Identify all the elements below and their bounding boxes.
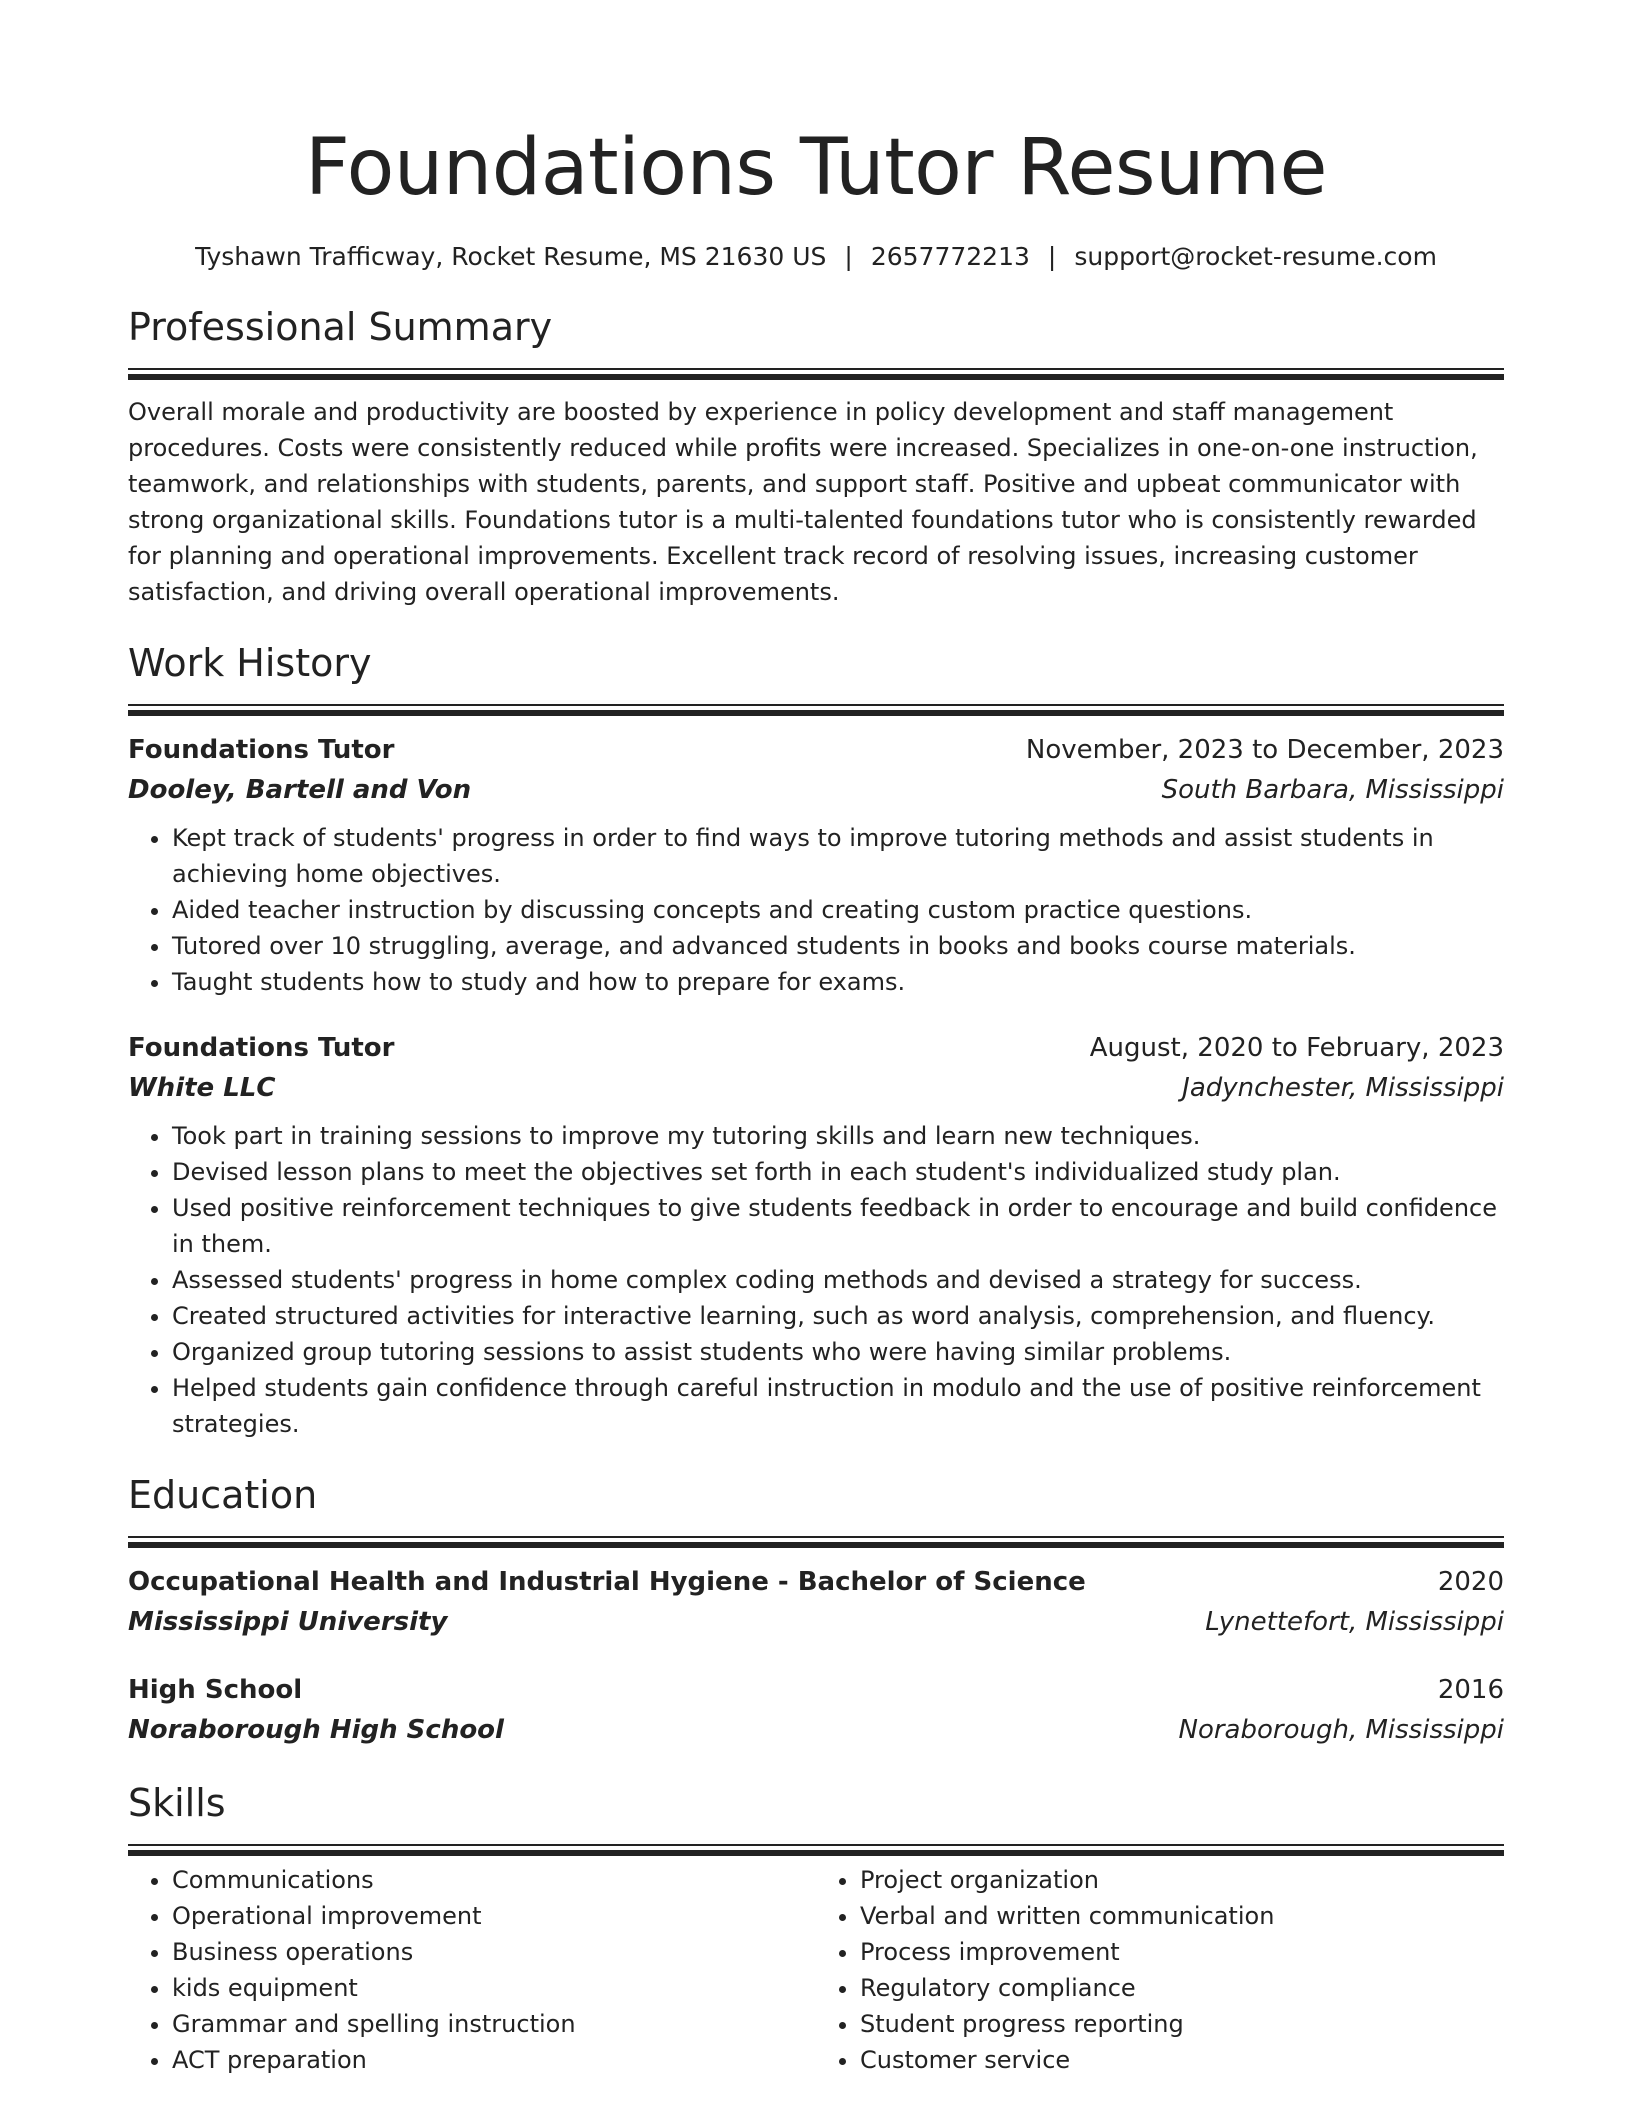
skills-columns bbox=[128, 1862, 1504, 2078]
job-bullet: • Aided teacher instruction by discussing concepts and creating custom practice questions. bbox=[172, 892, 1504, 928]
section-divider-thick bbox=[128, 374, 1504, 380]
section-divider bbox=[128, 1536, 1504, 1538]
job-title: Foundations Tutor bbox=[128, 735, 395, 765]
job-company: White LLC bbox=[128, 1073, 276, 1103]
section-divider-thick bbox=[128, 1542, 1504, 1548]
education-school: Noraborough High School bbox=[128, 1715, 504, 1745]
job-bullets bbox=[128, 1118, 1504, 1442]
education-heading: Education bbox=[128, 1473, 318, 1517]
skills-heading: Skills bbox=[128, 1781, 226, 1825]
education-year: 2016 bbox=[1437, 1675, 1504, 1705]
education-degree: Occupational Health and Industrial Hygiene - Bachelor of Science bbox=[128, 1567, 1086, 1597]
skill-item: • kids equipment bbox=[172, 1970, 816, 2006]
skill-item: • ACT preparation bbox=[172, 2042, 816, 2078]
section-divider bbox=[128, 368, 1504, 370]
job-dates: August, 2020 to February, 2023 bbox=[1089, 1033, 1504, 1063]
job-bullet: • Organized group tutoring sessions to assist students who were having similar problems. bbox=[172, 1334, 1504, 1370]
work-section-header bbox=[128, 638, 1504, 716]
skill-item: • Project organization bbox=[860, 1862, 1504, 1898]
page-title: Foundations Tutor Resume bbox=[305, 123, 1327, 213]
summary-text: Overall morale and productivity are boosted by experience in policy development and staff management procedures. Costs were consistently reduced while profits were increased. Specializes in one-on-one instruction, teamwork, and relationships with students, parents, and support staff. Positive and upbeat communicator with strong organizational skills. Foundations tutor is a multi-talented foundations tutor who is consistently rewarded for planning and operational improvements. Excellent track record of resolving issues, increasing customer satisfaction, and driving overall operational improvements. bbox=[128, 398, 1478, 606]
section-divider bbox=[128, 1844, 1504, 1846]
job-company: Dooley, Bartell and Von bbox=[128, 775, 472, 805]
job-bullet: • Took part in training sessions to improve my tutoring skills and learn new techniques. bbox=[172, 1118, 1504, 1154]
skills-section-header bbox=[128, 1778, 1504, 1856]
job-entry bbox=[128, 730, 1504, 1000]
contact-separator: | bbox=[1047, 242, 1057, 271]
contact-email: support@rocket-resume.com bbox=[1074, 242, 1437, 271]
skill-item: • Verbal and written communication bbox=[860, 1898, 1504, 1934]
job-location: Jadynchester, Mississippi bbox=[1182, 1073, 1504, 1103]
job-bullet: • Assessed students' progress in home complex coding methods and devised a strategy for success. bbox=[172, 1262, 1504, 1298]
job-bullet: • Taught students how to study and how to prepare for exams. bbox=[172, 964, 1504, 1000]
contact-separator: | bbox=[844, 242, 853, 271]
summary-heading: Professional Summary bbox=[128, 305, 553, 349]
education-section-header bbox=[128, 1470, 1504, 1548]
skill-item: • Grammar and spelling instruction bbox=[172, 2006, 816, 2042]
job-bullet: • Tutored over 10 struggling, average, and advanced students in books and books course materials. bbox=[172, 928, 1504, 964]
job-title: Foundations Tutor bbox=[128, 1033, 395, 1063]
education-year: 2020 bbox=[1437, 1567, 1504, 1597]
skill-item: • Operational improvement bbox=[172, 1898, 816, 1934]
job-dates: November, 2023 to December, 2023 bbox=[1025, 735, 1504, 765]
skill-item: • Business operations bbox=[172, 1934, 816, 1970]
education-school: Mississippi University bbox=[128, 1607, 448, 1637]
education-location: Lynettefort, Mississippi bbox=[1205, 1607, 1504, 1637]
contact-line bbox=[128, 240, 1504, 274]
skills-list-left bbox=[128, 1862, 816, 2078]
job-bullet: • Kept track of students' progress in order to find ways to improve tutoring methods and assist students in achieving home objectives. bbox=[172, 820, 1504, 892]
education-degree: High School bbox=[128, 1675, 303, 1705]
education-entry bbox=[128, 1562, 1504, 1642]
contact-address: Tyshawn Trafficway, Rocket Resume, MS 21630 US bbox=[195, 242, 827, 271]
job-bullet: • Used positive reinforcement techniques to give students feedback in order to encourage and build confidence in them. bbox=[172, 1190, 1504, 1262]
section-divider-thick bbox=[128, 710, 1504, 716]
education-location: Noraborough, Mississippi bbox=[1178, 1715, 1504, 1745]
work-heading: Work History bbox=[128, 641, 372, 685]
job-bullet: • Created structured activities for interactive learning, such as word analysis, comprehension, and fluency. bbox=[172, 1298, 1504, 1334]
summary-section-header bbox=[128, 302, 1504, 380]
section-divider-thick bbox=[128, 1850, 1504, 1856]
job-entry bbox=[128, 1028, 1504, 1442]
education-entry bbox=[128, 1670, 1504, 1750]
job-bullets bbox=[128, 820, 1504, 1000]
section-divider bbox=[128, 704, 1504, 706]
contact-phone: 2657772213 bbox=[870, 242, 1030, 271]
job-bullet: • Helped students gain confidence through careful instruction in modulo and the use of positive reinforcement strategies. bbox=[172, 1370, 1504, 1442]
job-bullet: • Devised lesson plans to meet the objectives set forth in each student's individualized study plan. bbox=[172, 1154, 1504, 1190]
skills-list-right bbox=[816, 1862, 1504, 2078]
skill-item: • Student progress reporting bbox=[860, 2006, 1504, 2042]
skill-item: • Process improvement bbox=[860, 1934, 1504, 1970]
job-location: South Barbara, Mississippi bbox=[1161, 775, 1504, 805]
skill-item: • Communications bbox=[172, 1862, 816, 1898]
skill-item: • Customer service bbox=[860, 2042, 1504, 2078]
skill-item: • Regulatory compliance bbox=[860, 1970, 1504, 2006]
